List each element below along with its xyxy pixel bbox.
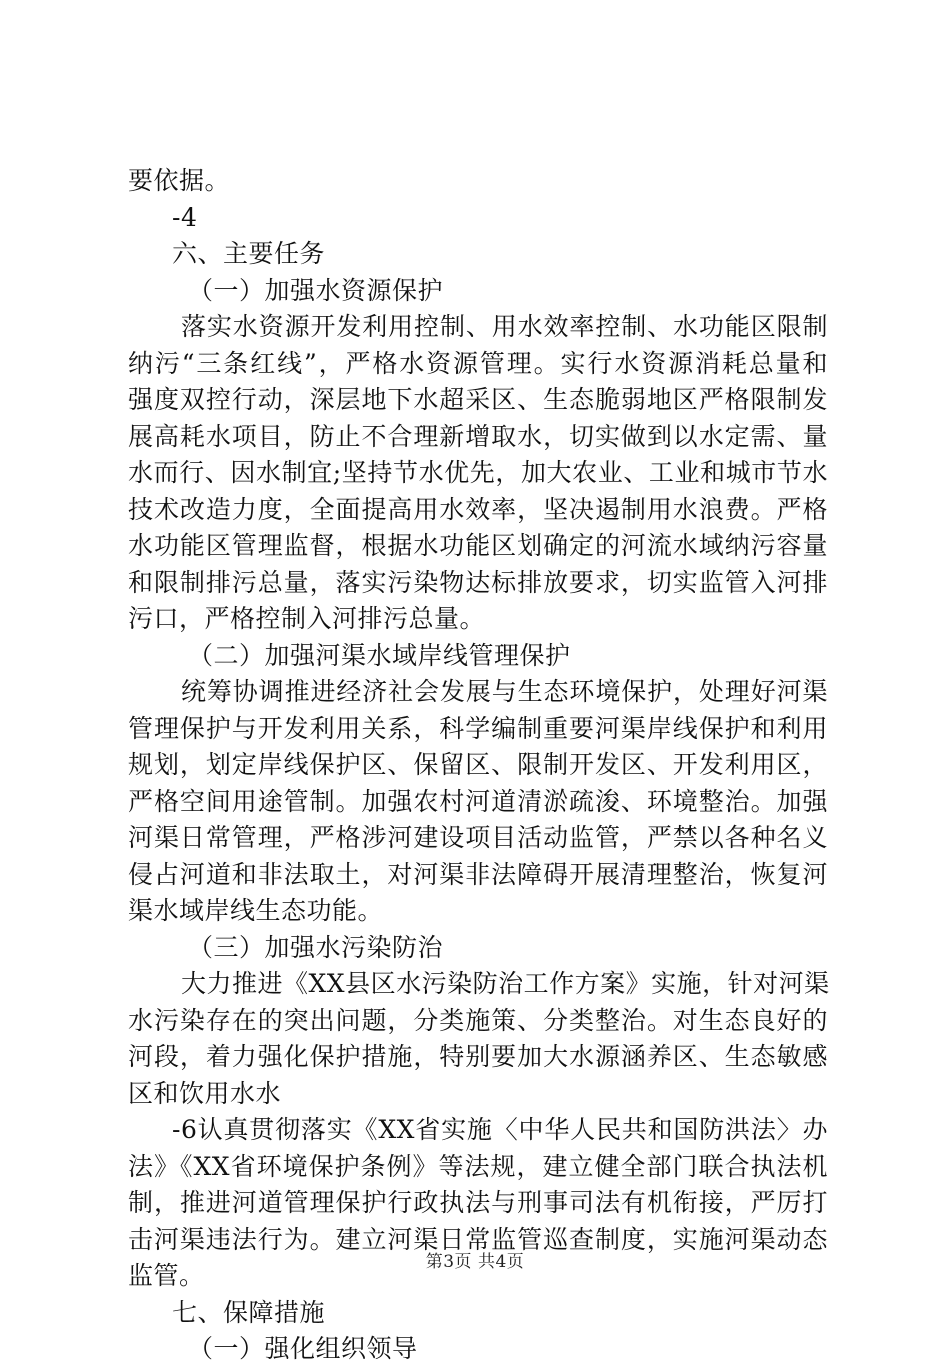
section-heading: 七、保障措施	[172, 1297, 326, 1327]
text-line: 击河渠违法行为。建立河渠日常监管巡查制度，实施河渠动态	[128, 1224, 828, 1254]
text-line: 区和饮用水水	[128, 1078, 282, 1108]
text-line: 纳污“三条红线”，严格水资源管理。实行水资源消耗总量和	[128, 348, 828, 378]
text-line: 技术改造力度，全面提高用水效率，坚决遏制用水浪费。严格	[128, 494, 828, 524]
text-line: 监管。	[128, 1261, 205, 1290]
text-line: 河段，着力强化保护措施，特别要加大水源涵养区、生态敏感	[128, 1042, 828, 1071]
subsection-heading: （三）加强水污染防治	[188, 932, 444, 962]
subsection-heading: （一）加强水资源保护	[188, 275, 444, 305]
page-footer: 第3页 共4页	[425, 1252, 525, 1272]
text-line: 渠水域岸线生态功能。	[128, 896, 384, 925]
subsection-heading: （二）加强河渠水域岸线管理保护	[188, 640, 571, 670]
page-marker: -4	[172, 202, 198, 232]
text-line: 要依据。	[128, 166, 231, 195]
text-line: 法》《XX省环境保护条例》等法规，建立健全部门联合执法机	[128, 1151, 828, 1181]
text-line: 污口，严格控制入河排污总量。	[128, 604, 486, 633]
text-line: 和限制排污总量，落实污染物达标排放要求，切实监管入河排	[128, 567, 828, 597]
text-line: 水功能区管理监督，根据水功能区划确定的河流水域纳污容量	[128, 531, 828, 560]
text-line: 管理保护与开发利用关系，科学编制重要河渠岸线保护和利用	[128, 713, 828, 743]
section-heading: 六、主要任务	[172, 239, 326, 268]
text-line: 规划，划定岸线保护区、保留区、限制开发区、开发利用区，	[128, 750, 828, 779]
text-line: 落实水资源开发利用控制、用水效率控制、水功能区限制	[181, 312, 828, 341]
text-line: 强度双控行动，深层地下水超采区、生态脆弱地区严格限制发	[128, 385, 828, 414]
text-line: 大力推进《XX县区水污染防治工作方案》实施，针对河渠	[181, 969, 830, 998]
document-body	[128, 163, 828, 1368]
text-line: -6认真贯彻落实《XX省实施〈中华人民共和国防洪法〉办	[172, 1115, 828, 1144]
text-line: 统筹协调推进经济社会发展与生态环境保护，处理好河渠	[181, 677, 828, 706]
text-line: 水污染存在的突出问题，分类施策、分类整治。对生态良好的	[128, 1005, 828, 1035]
text-line: 制，推进河道管理保护行政执法与刑事司法有机衔接，严厉打	[128, 1188, 828, 1217]
subsection-heading: （一）强化组织领导	[188, 1334, 418, 1363]
text-line: 河渠日常管理，严格涉河建设项目活动监管，严禁以各种名义	[128, 823, 828, 852]
text-line: 严格空间用途管制。加强农村河道清淤疏浚、环境整治。加强	[128, 786, 828, 816]
text-line: 水而行、因水制宜;坚持节水优先，加大农业、工业和城市节水	[128, 458, 828, 487]
text-line: 侵占河道和非法取土，对河渠非法障碍开展清理整治，恢复河	[128, 859, 828, 889]
text-line: 展高耗水项目，防止不合理新增取水，切实做到以水定需、量	[128, 421, 828, 451]
